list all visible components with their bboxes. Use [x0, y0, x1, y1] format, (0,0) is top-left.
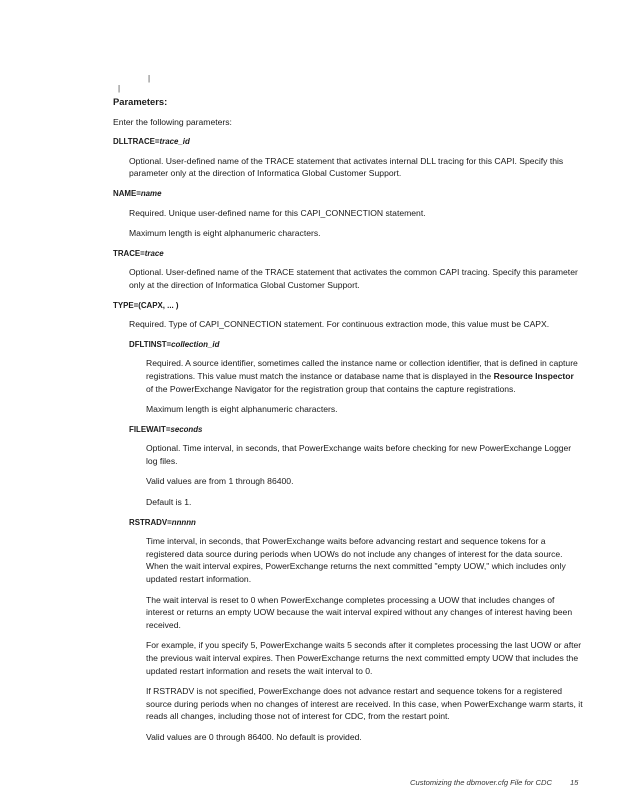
- param-type: TYPE=(CAPX, ... ): [113, 300, 179, 310]
- param-arg: nnnnn: [171, 517, 196, 527]
- section-heading: Parameters:: [113, 96, 168, 107]
- change-bars: [118, 74, 150, 94]
- param-description: Required. Unique user-defined name for this CAPI_CONNECTION statement.: [129, 207, 426, 218]
- param-name: RSTRADV=: [129, 517, 172, 527]
- param-arg: seconds: [170, 424, 203, 434]
- param-trace: [113, 248, 583, 261]
- param-filewait: [129, 424, 583, 437]
- param-description: Valid values are 0 through 86400. No default is provided.: [146, 731, 362, 742]
- param-name: DFLTINST=: [129, 339, 172, 349]
- page-footer: [410, 778, 590, 787]
- param-rstradv: [129, 517, 583, 530]
- ui-term: Resource Inspector: [493, 370, 574, 381]
- page-content: [113, 96, 583, 752]
- param-description: If RSTRADV is not specified, PowerExchange does not advance restart and sequence tokens for a registered source during periods when no changes of interest are received. In this case, when PowerExchange warm starts, it reads all changes, including those not of interest for CDC, from the restart point.: [146, 686, 583, 722]
- param-description: Valid values are from 1 through 86400.: [146, 476, 294, 487]
- intro-text: Enter the following parameters:: [113, 116, 232, 127]
- footer-title: Customizing the dbmover.cfg File for CDC: [410, 778, 552, 787]
- param-arg: trace_id: [159, 137, 190, 147]
- param-description: The wait interval is reset to 0 when PowerExchange completes processing a UOW that includes changes of interest or returns an empty UOW because the wait interval expired without any changes of interest having been received.: [146, 594, 573, 630]
- param-description: Time interval, in seconds, that PowerExchange waits before advancing restart and sequence tokens for a registered data source during periods when UOWs do not include any changes of interest for the data source. When the wait interval expires, PowerExchange returns the next committed "empty UOW," which includes only updated restart information.: [146, 536, 566, 585]
- param-name: FILEWAIT=: [129, 424, 171, 434]
- param-description: Default is 1.: [146, 497, 192, 508]
- param-dflinst: [129, 339, 583, 352]
- param-name: DLLTRACE=: [113, 137, 160, 147]
- param-description: [146, 357, 583, 395]
- param-description: Optional. Time interval, in seconds, that PowerExchange waits before checking for new PowerExchange Logger log files.: [146, 443, 572, 466]
- param-dlltrace: [113, 136, 583, 149]
- text-run: Required. A source identifier, sometimes called the instance name or collection identifier, that is defined in capture registrations. This value must match the instance or database name that is displayed in the: [146, 358, 578, 381]
- param-arg: collection_id: [171, 339, 220, 349]
- change-bar: |: [118, 84, 121, 93]
- param-name: NAME=: [113, 188, 141, 198]
- param-arg: trace: [144, 248, 164, 258]
- param-name-stmt: [113, 188, 583, 201]
- param-name: TRACE=: [113, 248, 145, 258]
- change-bar: |: [148, 74, 151, 83]
- param-description: Optional. User-defined name of the TRACE statement that activates internal DLL tracing for this CAPI. Specify this parameter only at the direction of Informatica Global Customer Support.: [129, 155, 564, 179]
- param-description: Optional. User-defined name of the TRACE statement that activates the common CAPI tracing. Specify this parameter only at the direction of Informatica Global Customer Support.: [129, 267, 578, 290]
- param-description: For example, if you specify 5, PowerExchange waits 5 seconds after it completes processing the last UOW or after the previous wait interval expires. Then PowerExchange returns the next committed empty UOW that includes the updated restart information and resets the wait interval to 0.: [146, 640, 582, 676]
- param-description: Maximum length is eight alphanumeric characters.: [129, 228, 321, 239]
- page-number: 15: [569, 778, 579, 787]
- param-description: Required. Type of CAPI_CONNECTION statement. For continuous extraction mode, this value must be CAPX.: [129, 319, 550, 330]
- param-description: Maximum length is eight alphanumeric characters.: [146, 404, 338, 415]
- param-arg: name: [140, 188, 162, 198]
- text-run: of the PowerExchange Navigator for the registration group that contains the capture registrations.: [146, 383, 516, 394]
